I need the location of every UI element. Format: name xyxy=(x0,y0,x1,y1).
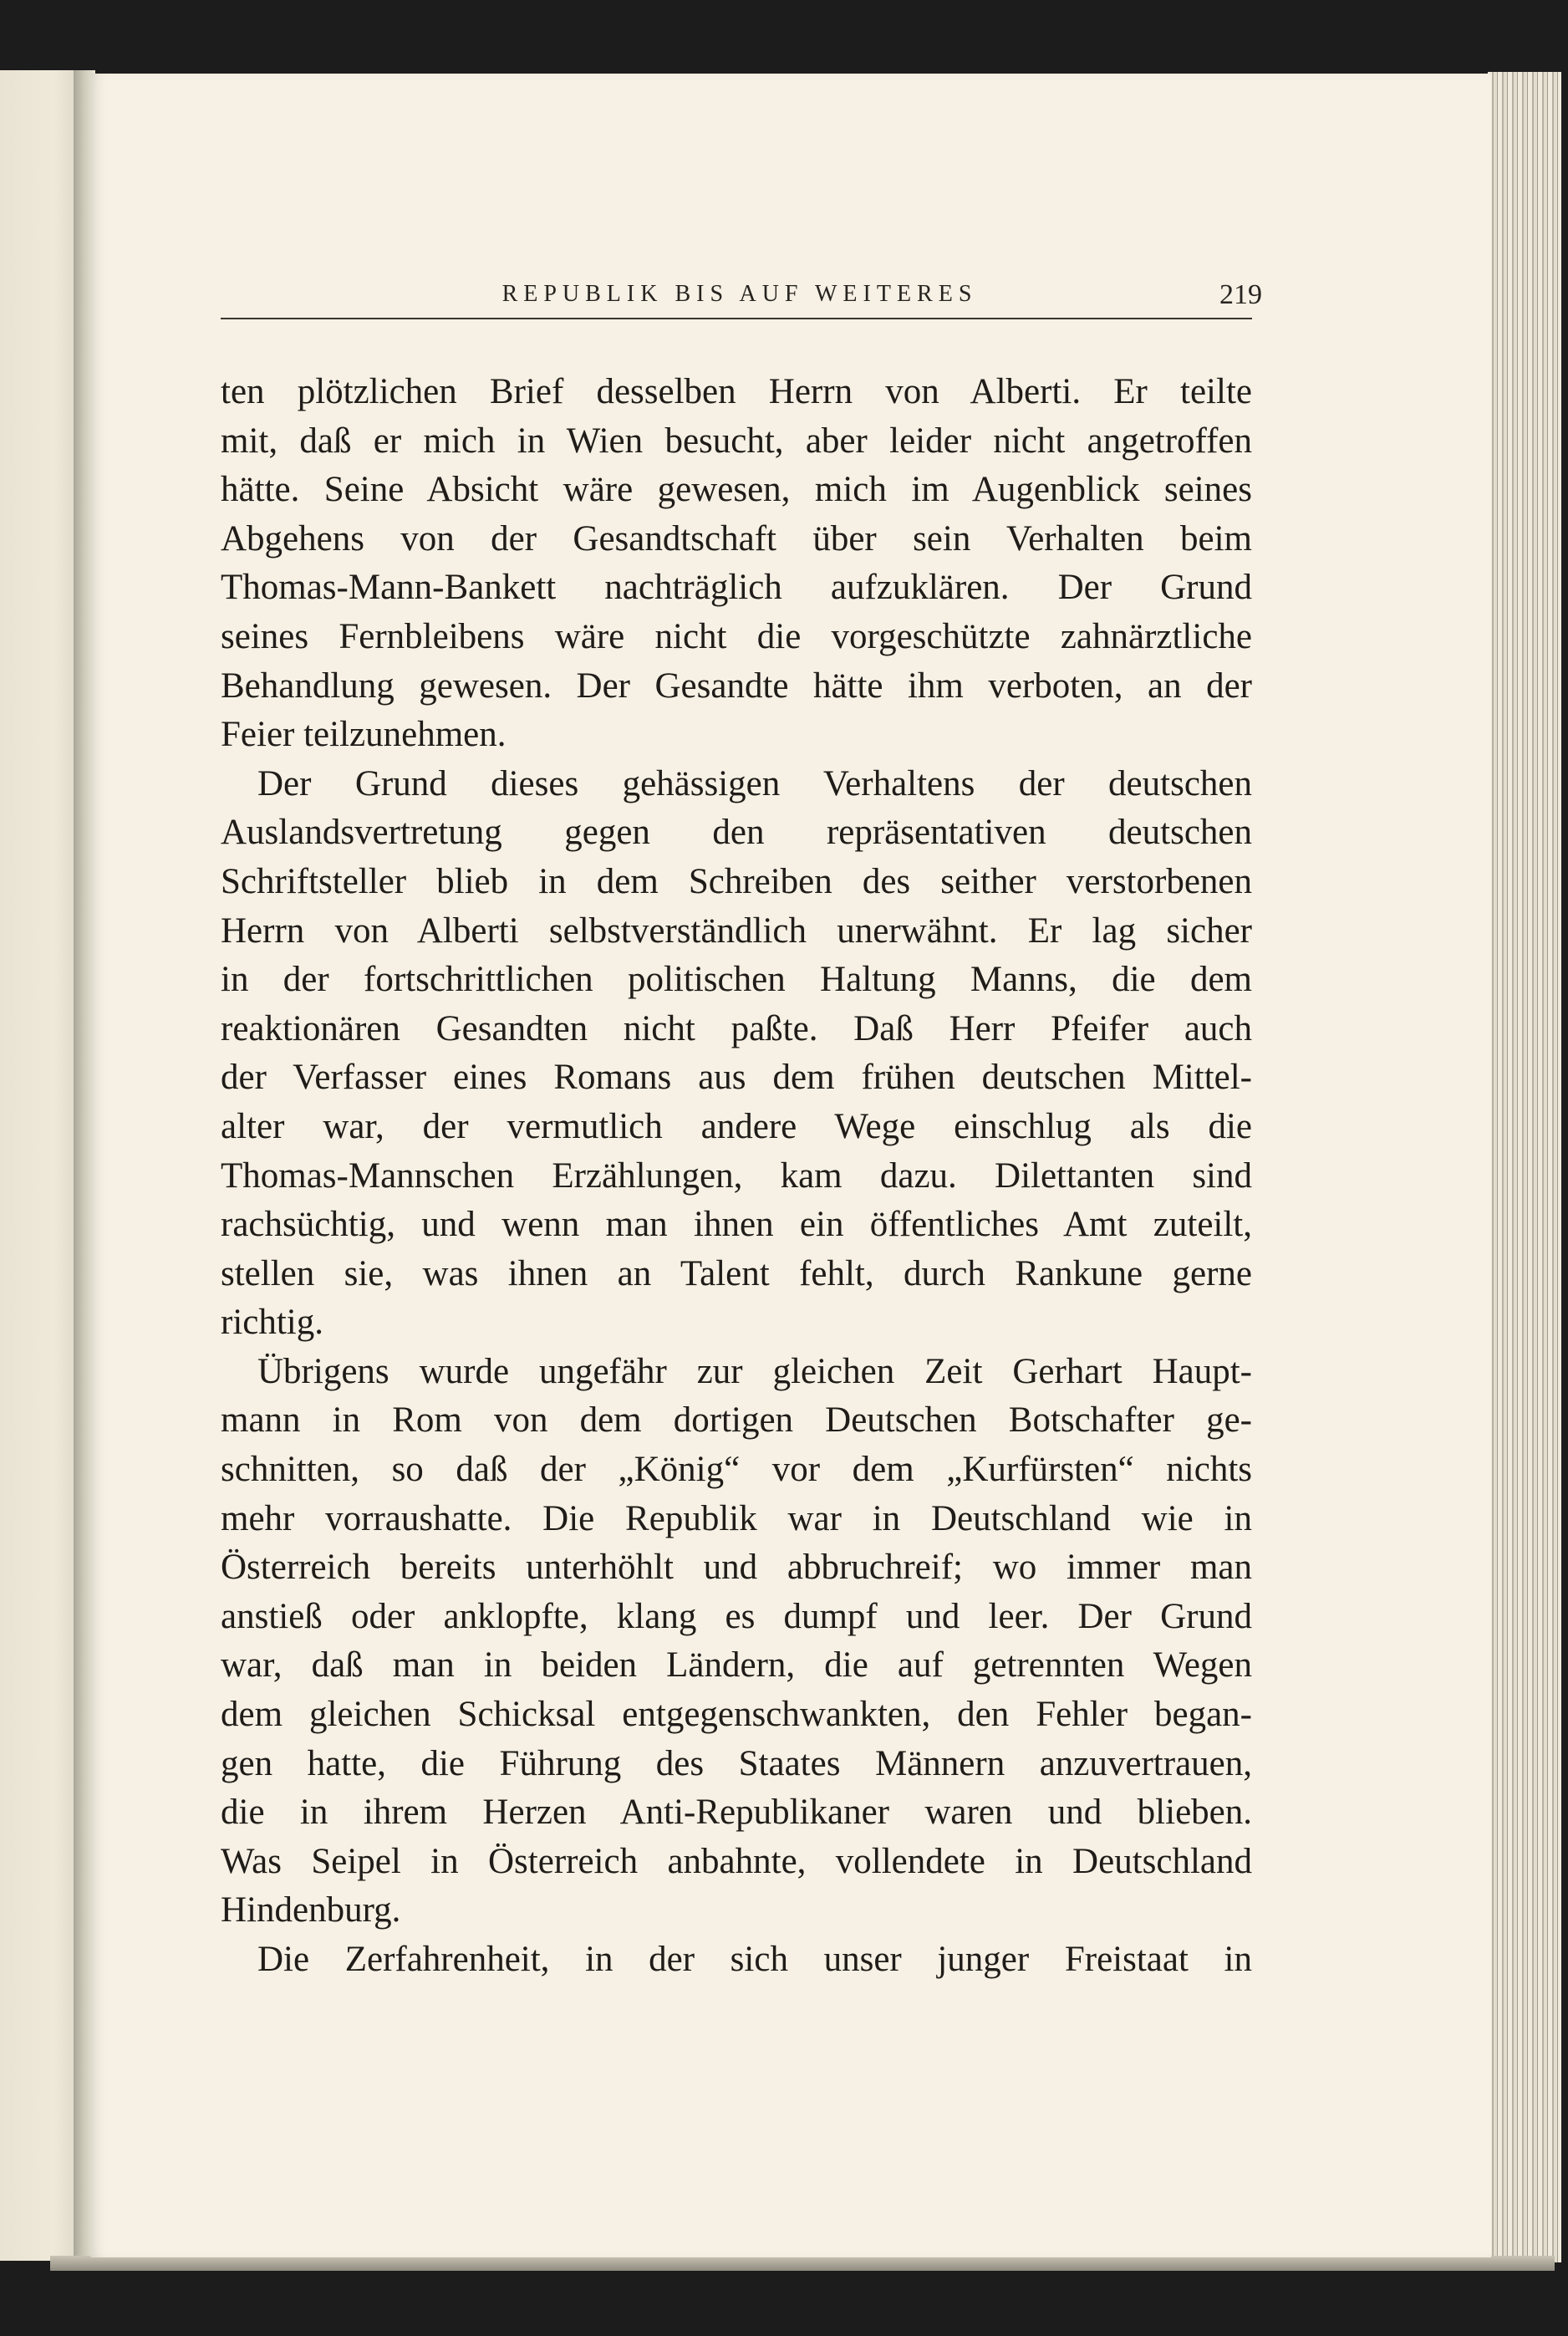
text-line: war, daß man in beiden Ländern, die auf getrennten Wegen xyxy=(221,1645,1252,1686)
text-line: dem gleichen Schicksal entgegenschwankten, den Fehler began- xyxy=(221,1695,1252,1735)
text-line: Herrn von Alberti selbstverständlich unerwähnt. Er lag sicher xyxy=(221,910,1252,951)
body-text xyxy=(221,368,1252,1985)
text-line: rachsüchtig, und wenn man ihnen ein öffentliches Amt zuteilt, xyxy=(221,1205,1252,1245)
text-line: Abgehens von der Gesandtschaft über sein Verhalten beim xyxy=(221,518,1252,558)
text-line: hätte. Seine Absicht wäre gewesen, mich im Augenblick seines xyxy=(221,470,1252,510)
text-line: Was Seipel in Österreich anbahnte, vollendete in Deutschland xyxy=(221,1841,1252,1881)
text-line: Feier teilzunehmen. xyxy=(221,715,507,755)
page-number: 219 xyxy=(1219,279,1262,310)
text-line: richtig. xyxy=(221,1303,323,1343)
text-line: Der Grund dieses gehässigen Verhaltens der deutschen xyxy=(257,763,1252,803)
text-line: reaktionären Gesandten nicht paßte. Daß Herr Pfeifer auch xyxy=(221,1008,1252,1048)
text-line: Behandlung gewesen. Der Gesandte hätte ihm verboten, an der xyxy=(221,666,1252,706)
text-line: Die Zerfahrenheit, in der sich unser junger Freistaat in xyxy=(257,1940,1252,1979)
text-line: schnitten, so daß der „König“ vor dem „Kurfürsten“ nichts xyxy=(221,1450,1252,1490)
text-line: stellen sie, was ihnen an Talent fehlt, durch Rankune gerne xyxy=(221,1253,1252,1293)
text-line: ten plötzlichen Brief desselben Herrn von Alberti. Er teilte xyxy=(221,372,1252,411)
text-line: Schriftsteller blieb in dem Schreiben des seither verstorbenen xyxy=(221,861,1252,901)
running-head: REPUBLIK BIS AUF WEITERES xyxy=(501,281,978,307)
text-line: Thomas-Mann-Bankett nachträglich aufzuklären. Der Grund xyxy=(221,568,1252,608)
text-line: mit, daß er mich in Wien besucht, aber leider nicht angetroffen xyxy=(221,421,1252,461)
page-stack-edge xyxy=(1488,72,1561,2262)
text-line: alter war, der vermutlich andere Wege einschlug als die xyxy=(221,1106,1252,1146)
text-line: Österreich bereits unterhöhlt und abbruchreif; wo immer man xyxy=(221,1548,1252,1588)
text-line: der Verfasser eines Romans aus dem frühen deutschen Mittel- xyxy=(221,1058,1252,1098)
text-line: Hindenburg. xyxy=(221,1890,401,1931)
text-line: Übrigens wurde ungefähr zur gleichen Zeit Gerhart Haupt- xyxy=(257,1351,1252,1391)
text-line: in der fortschrittlichen politischen Haltung Manns, die dem xyxy=(221,960,1252,1000)
text-line: Auslandsvertretung gegen den repräsentativen deutschen xyxy=(221,813,1252,853)
text-line: mann in Rom von dem dortigen Deutschen Botschafter ge- xyxy=(221,1400,1252,1441)
text-line: die in ihrem Herzen Anti-Republikaner waren und blieben. xyxy=(221,1793,1252,1833)
header-rule xyxy=(221,318,1252,319)
book-bottom-edge xyxy=(50,2256,1555,2271)
text-line: seines Fernbleibens wäre nicht die vorgeschützte zahnärztliche xyxy=(221,616,1252,656)
text-line: Thomas-Mannschen Erzählungen, kam dazu. Dilettanten sind xyxy=(221,1155,1252,1196)
text-line: anstieß oder anklopfte, klang es dumpf und leer. Der Grund xyxy=(221,1596,1252,1636)
text-line: gen hatte, die Führung des Staates Männern anzuvertrauen, xyxy=(221,1743,1252,1783)
text-line: mehr vorraushatte. Die Republik war in Deutschland wie in xyxy=(221,1498,1252,1538)
